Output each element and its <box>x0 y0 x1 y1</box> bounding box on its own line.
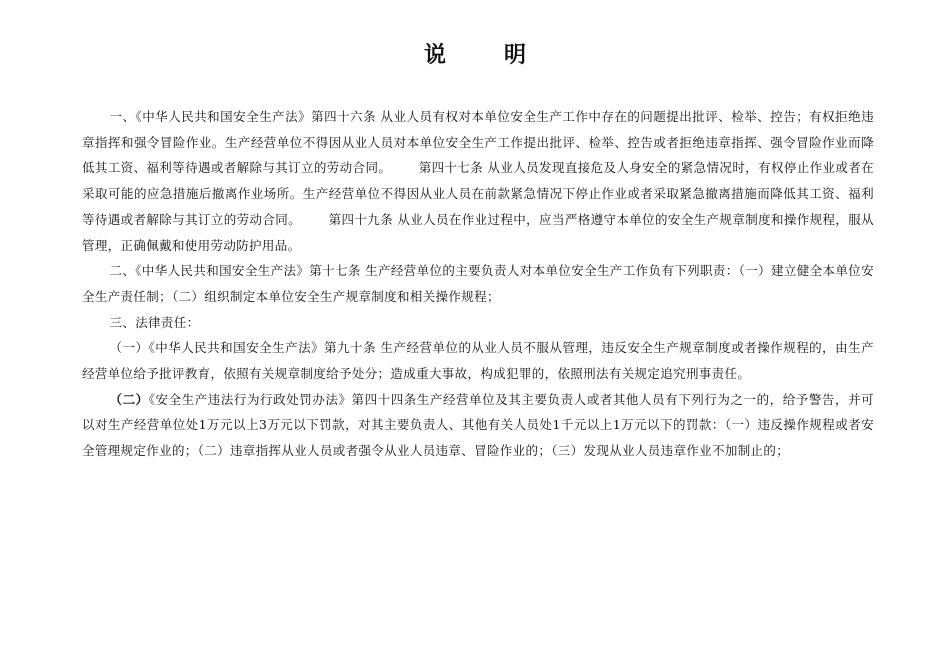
paragraph-5-lead: （二） <box>109 391 149 407</box>
paragraph-1-article-49: 第四十九条 从业人员在作业过程中，应当严格遵守本单位的安全生产规章制度和操作规程，服从管理，正确佩戴和使用劳动防护用品。 <box>82 211 875 253</box>
paragraph-3-heading: 三、法律责任： <box>109 314 200 330</box>
paragraph-1 <box>82 104 874 258</box>
paragraph-5 <box>82 387 874 464</box>
paragraph-1-article-47: 第四十七条 从业人员发现直接危及人身安全的紧急情况时，有权停止作业或者在采取可能的应急措施后撤离作业场所。生产经营单位不得因从业人员在前款紧急情况下停止作业或者采取紧急撤离措施而降低其工资、福利等待遇或者解除与其订立的劳动合同。 <box>82 160 875 227</box>
paragraph-1-article-46: 一、《中华人民共和国安全生产法》第四十六条 从业人员有权对本单位安全生产工作中存在的问题提出批评、检举、控告；有权拒绝违章指挥和强令冒险作业。生产经营单位不得因从业人员对本单位安全生产工作提出批评、检举、控告或者拒绝违章指挥、强令冒险作业而降低其工资、福利等待遇或者解除与其订立的劳动合同。 <box>82 109 874 176</box>
paragraph-5-text: 《安全生产违法行为行政处罚办法》第四十四条生产经营单位及其主要负责人或者其他人员有下列行为之一的，给予警告，并可以对生产经营单位处1万元以上3万元以下罚款，对其主要负责人、其他有关人员处1千元以上1万元以下的罚款：（一）违反操作规程或者安全管理规定作业的；（二）违章指挥从业人员或者强令从业人员违章、冒险作业的；（三）发现从业人员违章作业不加制止的； <box>82 391 874 459</box>
page-title: 说 明 <box>423 42 544 68</box>
paragraph-2: 二、《中华人民共和国安全生产法》第十七条 生产经营单位的主要负责人对本单位安全生产工作负有下列职责：（一）建立健全本单位安全生产责任制；（二）组织制定本单位安全生产规章制度和相关操作规程； <box>82 263 874 304</box>
paragraph-4: （一）《中华人民共和国安全生产法》第九十条 生产经营单位的从业人员不服从管理，违反安全生产规章制度或者操作规程的，由生产经营单位给予批评教育，依照有关规章制度给予处分；造成重大事故，构成犯罪的，依照刑法有关规定追究刑事责任。 <box>82 340 874 382</box>
document-body <box>82 104 874 464</box>
